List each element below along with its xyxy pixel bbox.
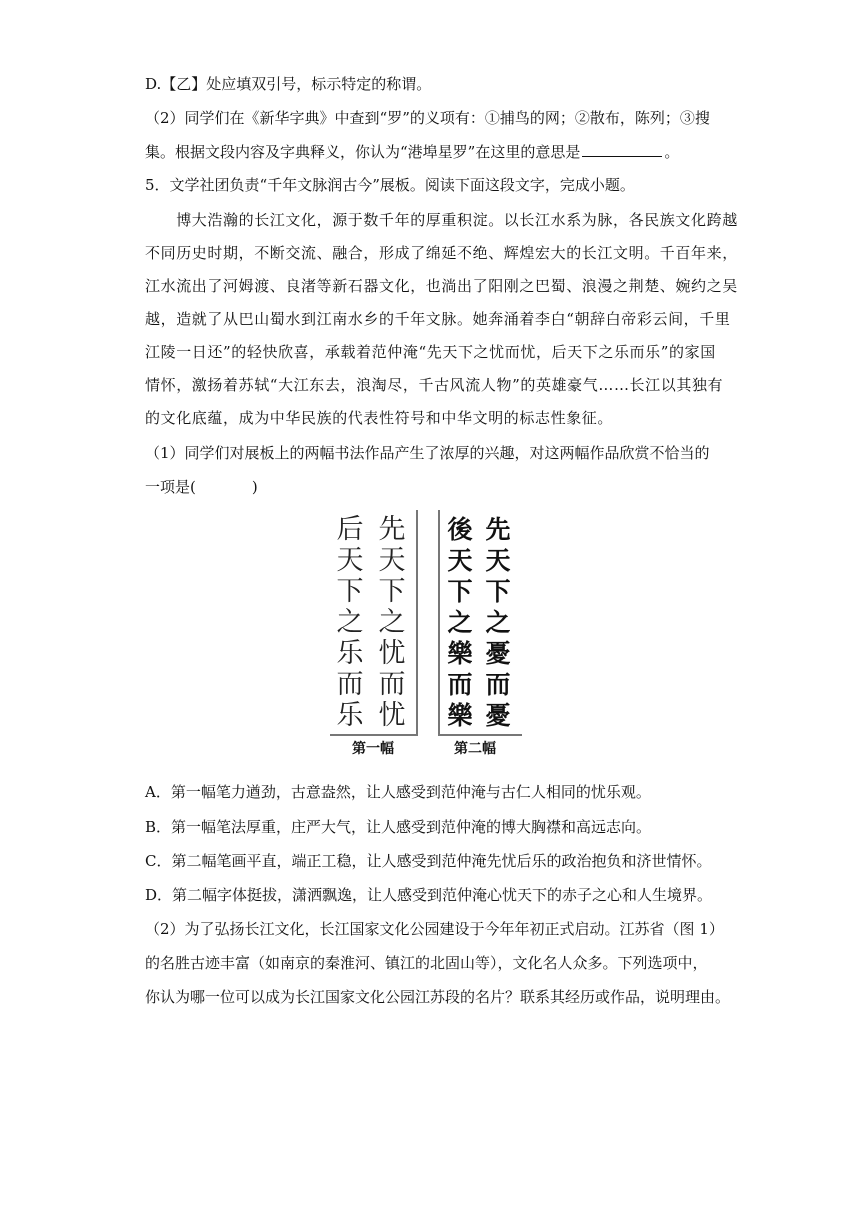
calligraphy-character: 後 xyxy=(447,515,473,544)
subquestion-2-line-2: 的名胜古迹丰富（如南京的秦淮河、镇江的北固山等），文化名人众多。下列选项中， xyxy=(145,954,708,972)
calligraphy-character: 憂 xyxy=(485,701,511,730)
work-1-caption: 第一幅 xyxy=(352,741,394,757)
calligraphy-character: 樂 xyxy=(447,701,473,730)
work-1-left-column xyxy=(334,514,366,731)
calligraphy-character: 憂 xyxy=(485,639,511,668)
calligraphy-character: 天 xyxy=(447,546,473,575)
passage-line: 不同历史时期，不断交流、融合，形成了绵延不绝、辉煌宏大的长江文明。千百年来， xyxy=(145,244,738,262)
subquestion-1-line-2 xyxy=(145,477,258,497)
option-a[interactable]: A．第一幅笔力遒劲，古意盎然，让人感受到范仲淹与古仁人相同的忧乐观。 xyxy=(145,783,651,801)
question-2-line-2 xyxy=(145,142,679,162)
work-1-border xyxy=(330,734,418,736)
calligraphy-character: 下 xyxy=(447,577,473,606)
option-d[interactable]: D．第二幅字体挺拔，潇洒飘逸，让人感受到范仲淹心忧天下的赤子之心和人生境界。 xyxy=(145,886,713,904)
calligraphy-work-2 xyxy=(438,510,524,757)
calligraphy-character: 而 xyxy=(336,669,364,700)
passage-line: 江陵一日还”的轻快欣喜，承载着范仲淹“先天下之忧而忧，后天下之乐而乐”的家国 xyxy=(145,343,716,361)
calligraphy-character: 天 xyxy=(378,545,406,576)
calligraphy-character: 而 xyxy=(485,670,511,699)
passage-line: 越，造就了从巴山蜀水到江南水乡的千年文脉。她奔涌着李白“朝辞白帝彩云间，千里 xyxy=(145,310,731,328)
calligraphy-character: 下 xyxy=(336,576,364,607)
subquestion-2-line-1: （2）为了弘扬长江文化，长江国家文化公园建设于今年年初正式启动。江苏省（图 1） xyxy=(145,920,724,938)
calligraphy-character: 后 xyxy=(336,514,364,545)
work-1-border xyxy=(416,510,418,736)
work-2-left-column xyxy=(444,514,476,731)
passage-line: 的文化底蕴，成为中华民族的代表性符号和中华文明的标志性象征。 xyxy=(145,409,614,427)
calligraphy-character: 先 xyxy=(485,515,511,544)
work-1-right-column xyxy=(376,514,408,731)
calligraphy-character: 天 xyxy=(485,546,511,575)
question-2-line-1: （2）同学们在《新华字典》中查到“罗”的义项有：①捕鸟的网；②散布，陈列；③搜 xyxy=(145,109,710,127)
work-2-right-column xyxy=(482,514,514,731)
calligraphy-character: 先 xyxy=(378,514,406,545)
question-5-heading: 5．文学社团负责“千年文脉润古今”展板。阅读下面这段文字，完成小题。 xyxy=(145,176,635,194)
calligraphy-character: 之 xyxy=(336,607,364,638)
question-2-text: 集。根据文段内容及字典释义，你认为“港埠星罗”在这里的意思是 xyxy=(145,143,581,161)
subquestion-1-line-1: （1）同学们对展板上的两幅书法作品产生了浓厚的兴趣，对这两幅作品欣赏不恰当的 xyxy=(145,444,710,462)
calligraphy-character: 乐 xyxy=(336,638,364,669)
calligraphy-character: 下 xyxy=(378,576,406,607)
work-2-caption: 第二幅 xyxy=(454,741,496,757)
answer-paren-close: ) xyxy=(251,478,258,496)
calligraphy-character: 樂 xyxy=(447,639,473,668)
passage-line: 博大浩瀚的长江文化，源于数千年的厚重积淀。以长江水系为脉，各民族文化跨越 xyxy=(145,211,738,229)
calligraphy-character: 忧 xyxy=(378,700,406,731)
calligraphy-character: 下 xyxy=(485,577,511,606)
passage-line: 情怀，激扬着苏轼“大江东去，浪淘尽，千古风流人物”的英雄豪气……长江以其独有 xyxy=(145,376,724,394)
work-2-border xyxy=(438,510,440,736)
question-2-period: 。 xyxy=(664,143,680,161)
subquestion-2-line-3: 你认为哪一位可以成为长江国家文化公园江苏段的名片？联系其经历或作品，说明理由。 xyxy=(145,988,731,1006)
option-d-previous: D.【乙】处应填双引号，标示特定的称谓。 xyxy=(145,75,432,93)
calligraphy-character: 而 xyxy=(447,670,473,699)
calligraphy-character: 之 xyxy=(447,608,473,637)
answer-blank[interactable] xyxy=(582,142,662,157)
calligraphy-character: 忧 xyxy=(378,638,406,669)
calligraphy-character: 乐 xyxy=(336,700,364,731)
calligraphy-character: 之 xyxy=(378,607,406,638)
calligraphy-character: 天 xyxy=(336,545,364,576)
calligraphy-work-1 xyxy=(330,510,418,757)
option-b[interactable]: B．第一幅笔法厚重，庄严大气，让人感受到范仲淹的博大胸襟和高远志向。 xyxy=(145,818,652,836)
option-c[interactable]: C．第二幅笔画平直，端正工稳，让人感受到范仲淹先忧后乐的政治抱负和济世情怀。 xyxy=(145,852,712,870)
work-2-border xyxy=(438,734,522,736)
calligraphy-figure xyxy=(330,510,530,760)
answer-prompt: 一项是( xyxy=(145,478,196,496)
passage-line: 江水流出了河姆渡、良渚等新石器文化，也淌出了阳刚之巴蜀、浪漫之荆楚、婉约之吴 xyxy=(145,277,738,295)
calligraphy-character: 而 xyxy=(378,669,406,700)
calligraphy-character: 之 xyxy=(485,608,511,637)
